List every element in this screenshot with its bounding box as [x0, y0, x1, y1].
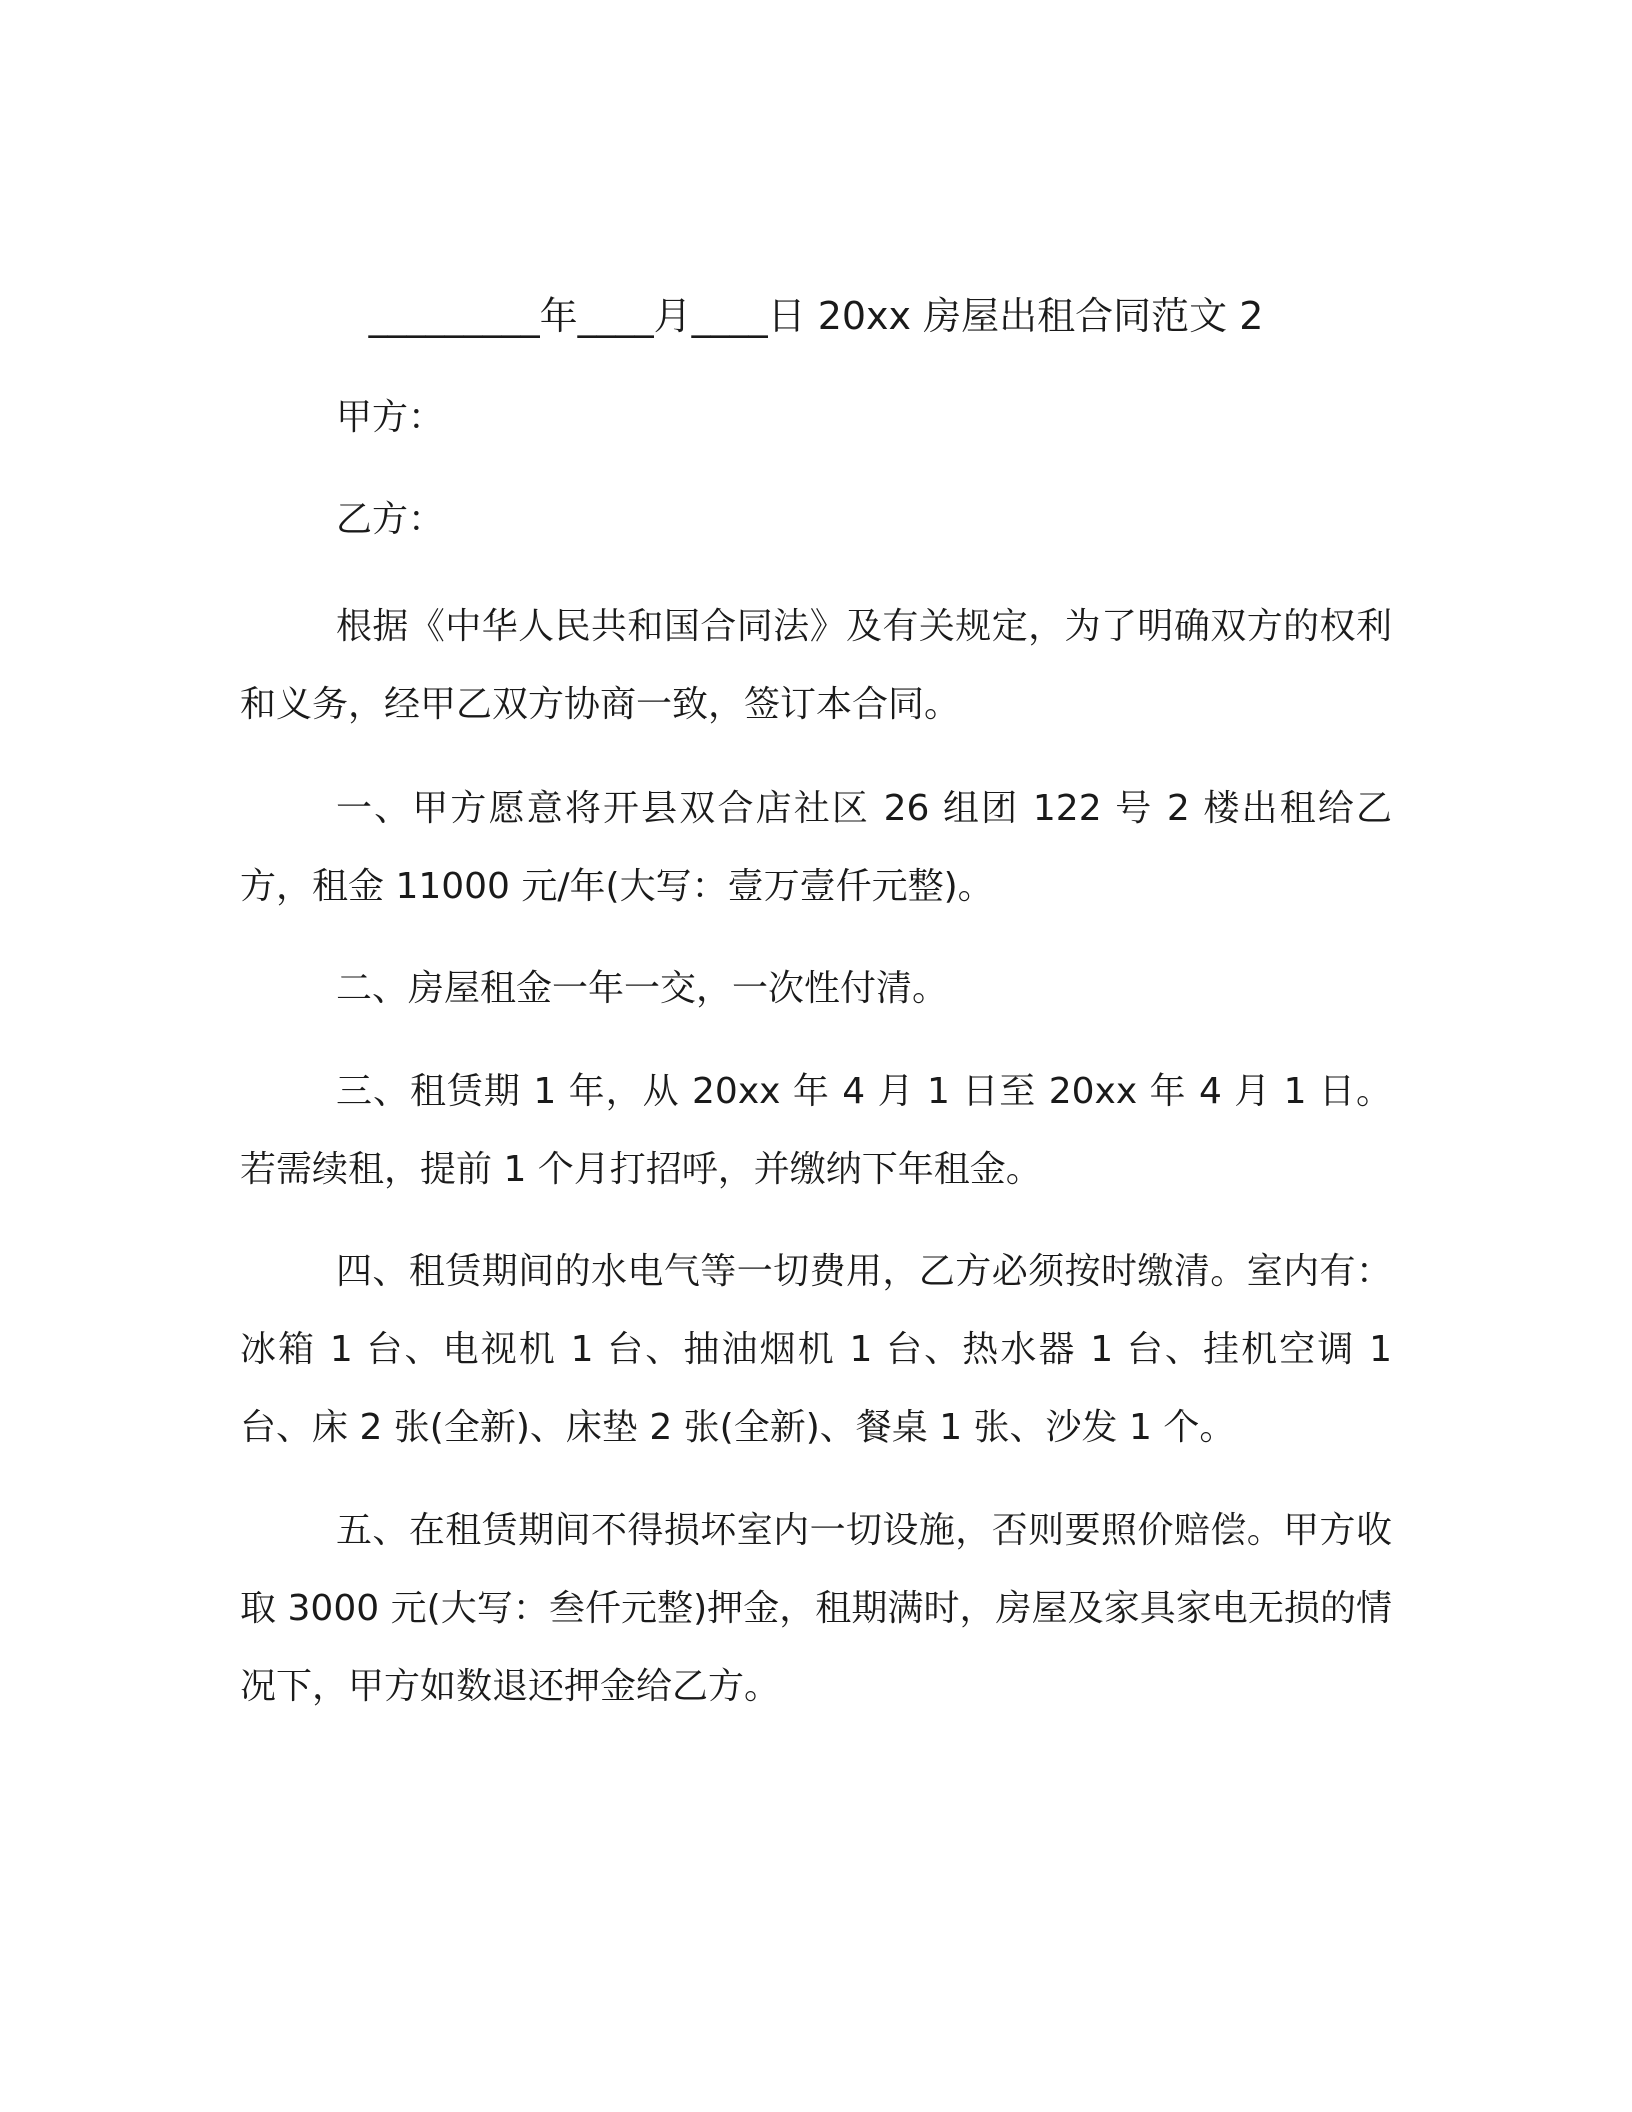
- paragraph-preamble: 根据《中华人民共和国合同法》及有关规定，为了明确双方的权利和义务，经甲乙双方协商一致，签订本合同。: [240, 606, 1392, 725]
- paragraph-clause-5: 五、在租赁期间不得损坏室内一切设施，否则要照价赔偿。甲方收取 3000 元(大写：叁仟元整)押金，租期满时，房屋及家具家电无损的情况下，甲方如数退还押金给乙方。: [240, 1510, 1392, 1707]
- paragraph-clause-3: 三、租赁期 1 年，从 20xx 年 4 月 1 日至 20xx 年 4 月 1 日。若需续租，提前 1 个月打招呼，并缴纳下年租金。: [240, 1071, 1392, 1190]
- paragraph-clause-1: 一、甲方愿意将开县双合店社区 26 组团 122 号 2 楼出租给乙方，租金 11000 元/年(大写：壹万壹仟元整)。: [240, 788, 1392, 907]
- document-title: _________年____月____日 20xx 房屋出租合同范文 2: [368, 294, 1264, 338]
- party-a-label: 甲方：: [336, 397, 445, 438]
- paragraph-clause-4: 四、租赁期间的水电气等一切费用，乙方必须按时缴清。室内有：冰箱 1 台、电视机 1 台、抽油烟机 1 台、热水器 1 台、挂机空调 1 台、床 2 张(全新)、床垫 2 张(全新)、餐桌 1 张、沙发 1 个。: [240, 1251, 1392, 1448]
- party-b-label: 乙方：: [336, 499, 445, 540]
- paragraph-clause-2: 二、房屋租金一年一交，一次性付清。: [336, 968, 949, 1009]
